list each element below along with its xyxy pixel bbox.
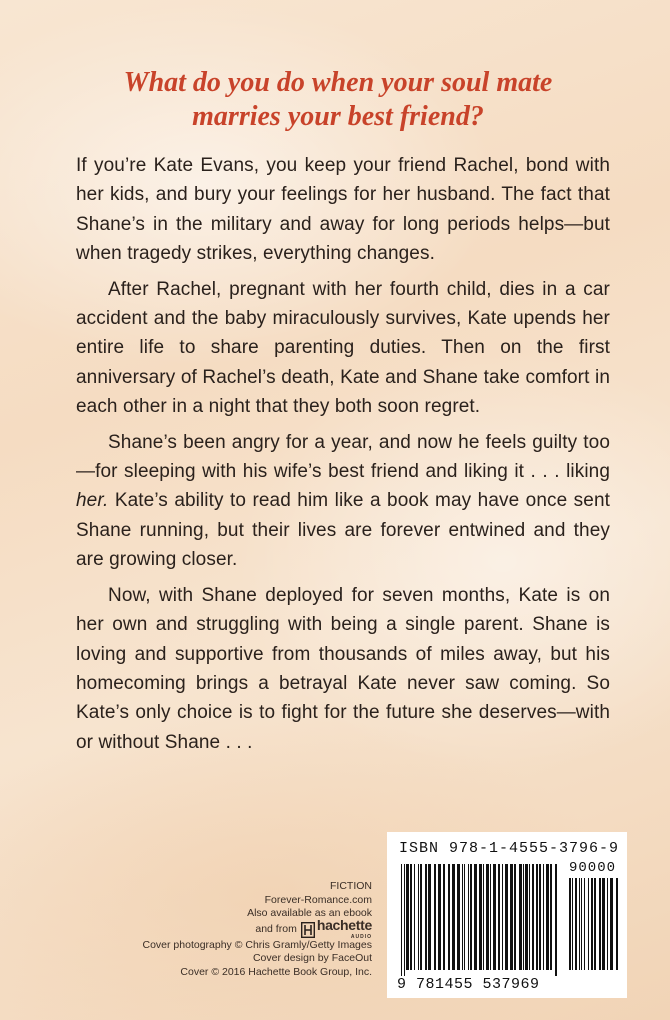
price-code: 90000 [569,860,617,876]
blurb-paragraph-1: If you’re Kate Evans, you keep your friend Rachel, bond with her kids, and bury your feelings for her husband. The fact that Shane’s in the military and away for long periods helps—but when tragedy strikes, everything changes. [76,155,610,265]
blurb-paragraph-3-end: Kate’s ability to read him like a book may have once sent Shane running, but their lives are forever entwined and they are growing closer. [76,490,610,571]
photo-credit: Cover photography © Chris Gramly/Getty Images [142,938,372,951]
tagline-line-2: marries your best friend? [192,101,484,132]
blurb [76,151,610,757]
hachette-wordmark: hachette [316,917,372,934]
and-from-text: and from [255,922,297,935]
blurb-paragraph-3 [76,428,610,575]
website-text: Forever-Romance.com [264,893,372,906]
ean-digits: 9 781455 537969 [397,976,540,993]
blurb-emphasis: her. [76,490,109,512]
ebook-note: Also available as an ebook [247,907,372,920]
audio-publisher-line [72,917,372,941]
blurb-paragraph-2: After Rachel, pregnant with her fourth child, dies in a car accident and the baby miraculously survives, Kate upends her entire life to share parenting duties. Then on the first anniversary of Rachel’s death, Kate and Shane take comfort in each other in a night that they both soon regret. [76,278,610,418]
blurb-paragraph-3-start: Shane’s been angry for a year, and now he feels guilty too—for sleeping with his wife’s best friend and liking it . . . liking [76,431,610,483]
design-credit: Cover design by FaceOut [252,952,372,965]
hachette-audio-logo [301,919,372,940]
tagline [60,66,616,134]
hachette-audio-label: AUDIO [350,934,372,941]
barcode-panel [387,832,627,998]
cover-copyright: Cover © 2016 Hachette Book Group, Inc. [180,965,372,978]
hachette-h-icon [301,922,315,938]
isbn-label: ISBN 978-1-4555-3796-9 [399,840,620,857]
tagline-line-1: What do you do when your soul mate [123,67,553,98]
genre-label: FICTION [330,880,372,892]
publisher-credits [72,880,372,980]
price-barcode [387,832,627,998]
blurb-paragraph-4: Now, with Shane deployed for seven months, Kate is on her own and struggling with being a single parent. Shane is loving and supportive from thousands of miles away, but his homecoming brings a betrayal Kate never saw coming. So Kate’s only choice is to fight for the future she deserves—with or without Shane . . . [76,584,610,753]
